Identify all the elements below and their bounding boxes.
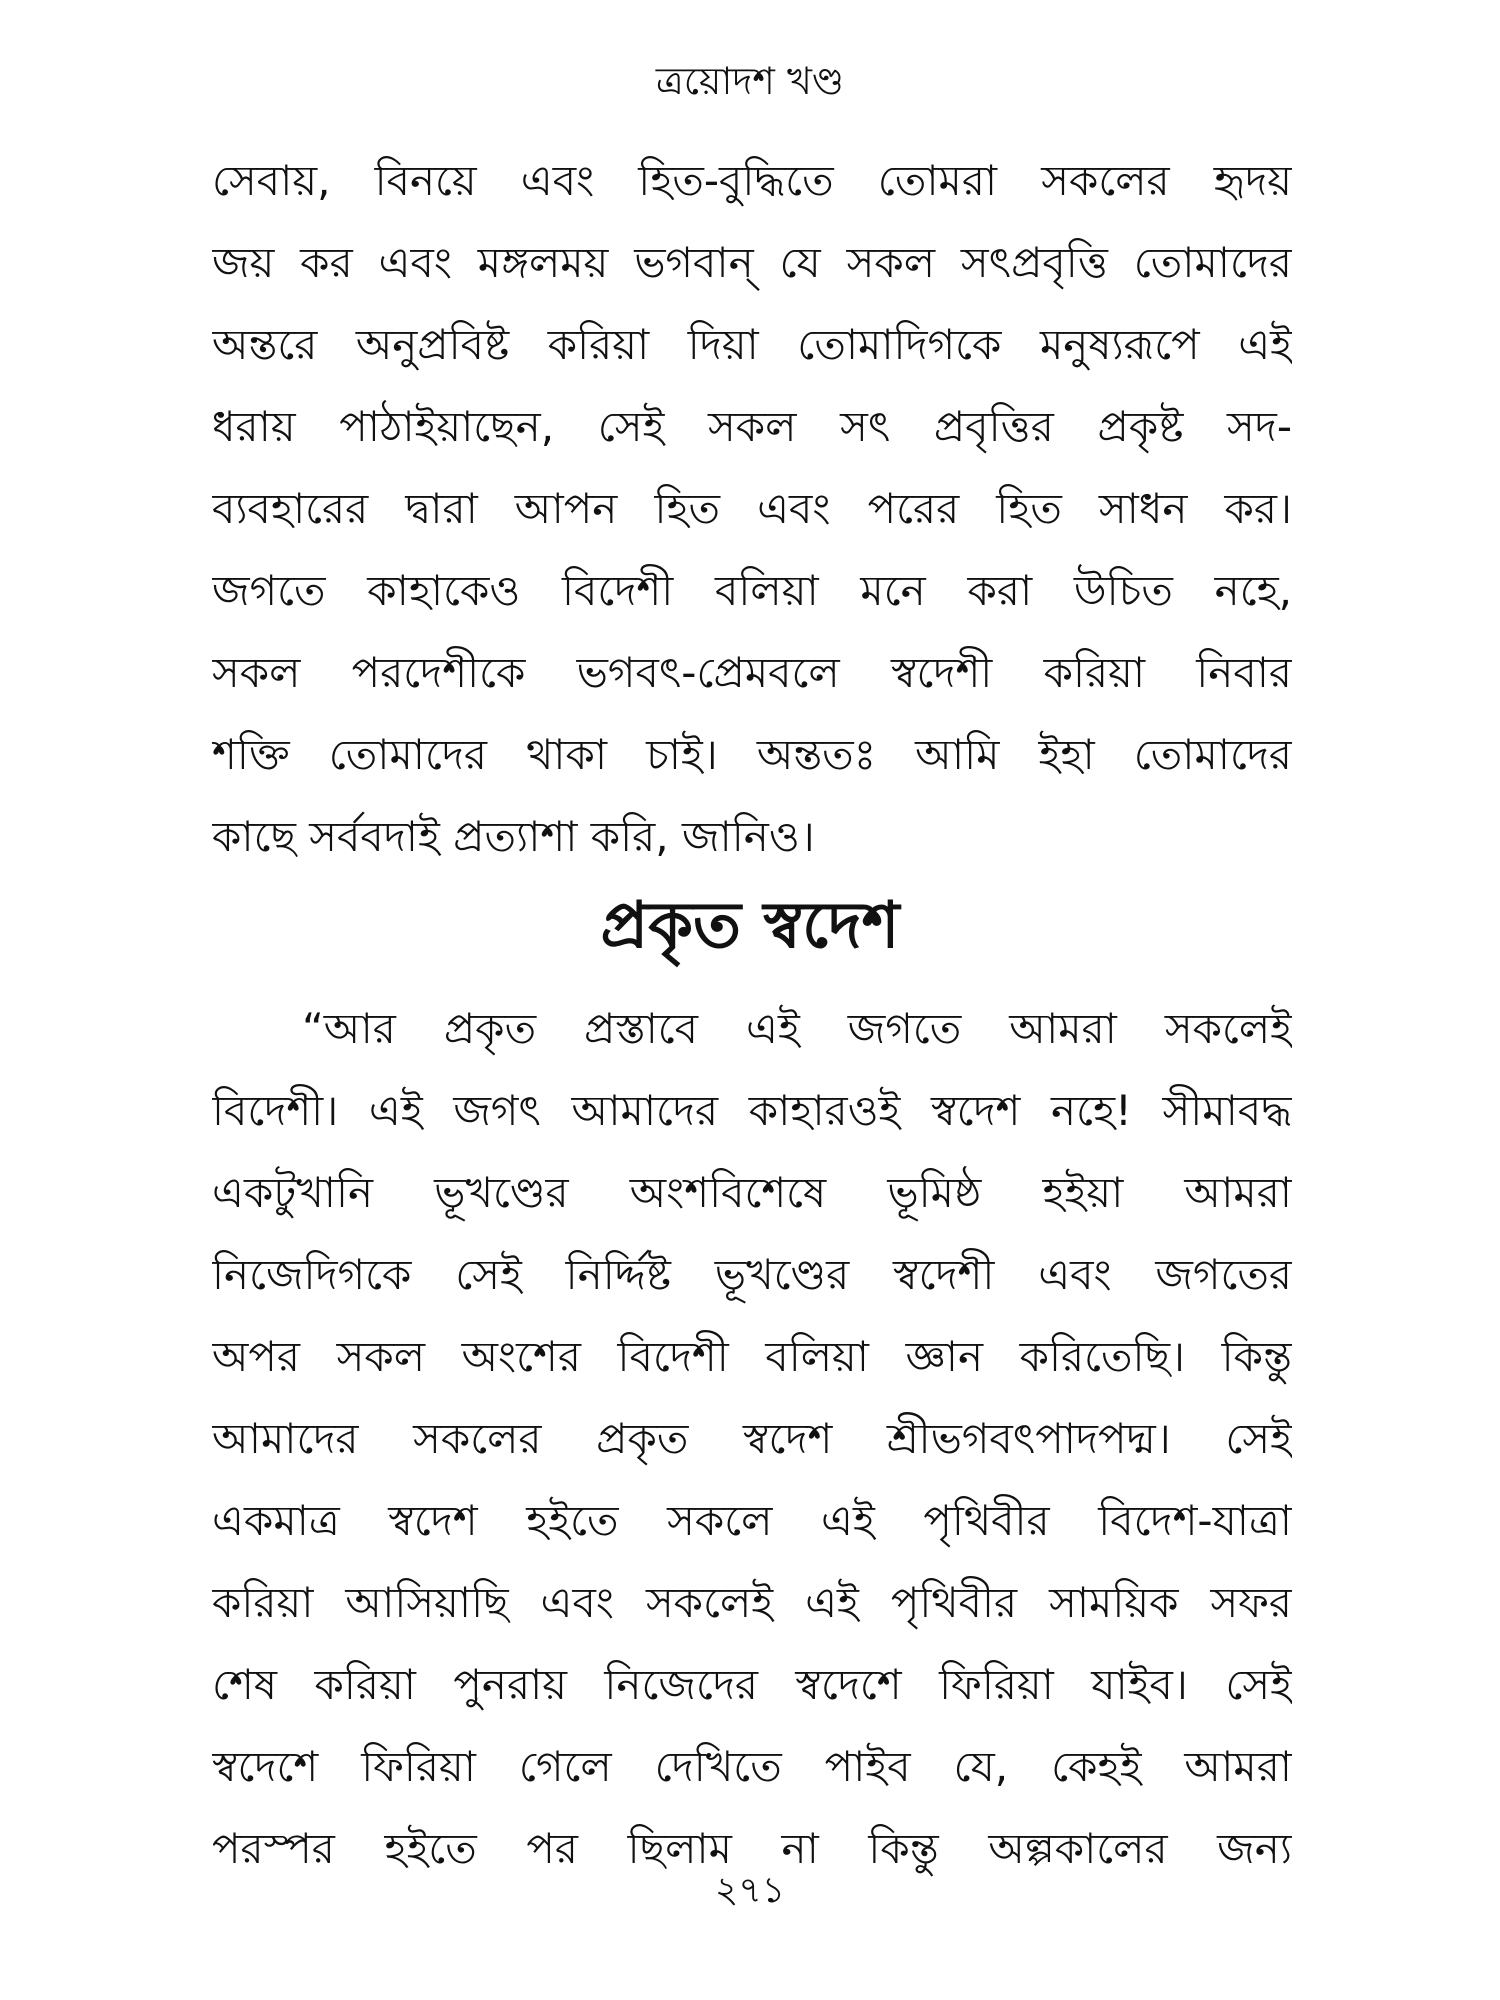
page-number: ২৭১ — [714, 1870, 786, 1911]
text-line: “আর প্রকৃত প্রস্তাবে এই জগতে আমরা সকলেই — [302, 1004, 1292, 1053]
paragraph-2 — [212, 988, 1292, 1890]
paragraph-1 — [212, 140, 1292, 878]
text-line: একটুখানি ভূখণ্ডের অংশবিশেষে ভূমিষ্ঠ হইয়া আমরা — [212, 1168, 1292, 1217]
text-line: বিদেশী। এই জগৎ আমাদের কাহারওই স্বদেশ নহে! সীমাবদ্ধ — [212, 1086, 1292, 1135]
text-line: আমাদের সকলের প্রকৃত স্বদেশ শ্রীভগবৎপাদপদ্ম। সেই — [212, 1414, 1292, 1463]
text-line: একমাত্র স্বদেশ হইতে সকলে এই পৃথিবীর বিদেশ-যাত্রা — [212, 1496, 1292, 1545]
text-line: জয় কর এবং মঙ্গলময় ভগবান্ যে সকল সৎপ্রবৃত্তি তোমাদের — [212, 238, 1292, 287]
text-line: অপর সকল অংশের বিদেশী বলিয়া জ্ঞান করিতেছি। কিন্তু — [212, 1332, 1292, 1381]
text-line: জগতে কাহাকেও বিদেশী বলিয়া মনে করা উচিত নহে, — [212, 566, 1292, 615]
text-line: স্বদেশে ফিরিয়া গেলে দেখিতে পাইব যে, কেহই আমরা — [212, 1742, 1292, 1791]
text-line: করিয়া আসিয়াছি এবং সকলেই এই পৃথিবীর সাময়িক সফর — [212, 1578, 1292, 1627]
text-line: অন্তরে অনুপ্রবিষ্ট করিয়া দিয়া তোমাদিগকে মনুষ্যরূপে এই — [212, 320, 1292, 369]
text-line: শক্তি তোমাদের থাকা চাই। অন্ততঃ আমি ইহা তোমাদের — [212, 730, 1292, 779]
text-line: কাছে সর্ববদাই প্রত্যাশা করি, জানিও। — [212, 812, 815, 861]
text-line: ধরায় পাঠাইয়াছেন, সেই সকল সৎ প্রবৃত্তির প্রকৃষ্ট সদ- — [212, 402, 1292, 451]
text-line: ব্যবহারের দ্বারা আপন হিত এবং পরের হিত সাধন কর। — [212, 484, 1292, 533]
text-line: নিজেদিগকে সেই নির্দ্দিষ্ট ভূখণ্ডের স্বদেশী এবং জগতের — [212, 1250, 1292, 1299]
text-line: শেষ করিয়া পুনরায় নিজেদের স্বদেশে ফিরিয়া যাইব। সেই — [212, 1660, 1292, 1709]
text-line: সকল পরদেশীকে ভগবৎ-প্রেমবলে স্বদেশী করিয়া নিবার — [212, 648, 1292, 697]
text-line: সেবায়, বিনয়ে এবং হিত-বুদ্ধিতে তোমরা সকলের হৃদয় — [212, 156, 1292, 205]
text-line: পরস্পর হইতে পর ছিলাম না কিন্তু অল্পকালের জন্য — [212, 1824, 1292, 1873]
page-header: ত্রয়োদশ খণ্ড — [655, 59, 845, 103]
section-heading: প্রকৃত স্বদেশ — [600, 889, 900, 963]
